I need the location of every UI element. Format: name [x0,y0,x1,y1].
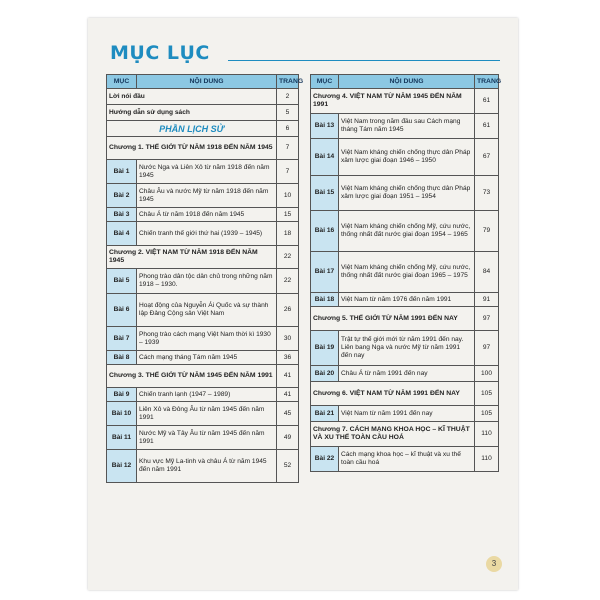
lesson-title: Cách mạng khoa học – kĩ thuật và xu thế toàn cầu hoá [339,447,475,472]
lesson-title: Việt Nam từ năm 1976 đến năm 1991 [339,293,475,307]
lesson-code: Bài 22 [311,447,339,472]
toc-row-lesson [107,327,299,351]
page-ref: 6 [277,121,299,137]
page-ref: 79 [475,211,499,252]
page-ref: 110 [475,447,499,472]
front-matter-title: Hướng dẫn sử dụng sách [107,105,277,121]
page-ref: 110 [475,422,499,447]
lesson-code: Bài 13 [311,114,339,139]
toc-row-front [107,105,299,121]
page-ref: 91 [475,293,499,307]
lesson-title: Châu Á từ năm 1918 đến năm 1945 [137,208,277,222]
toc-row-chapter [311,89,499,114]
lesson-title: Nước Mỹ và Tây Âu từ năm 1945 đến năm 1991 [137,426,277,450]
page-ref: 73 [475,176,499,211]
page-ref: 41 [277,388,299,402]
lesson-code: Bài 18 [311,293,339,307]
toc-row-lesson [311,252,499,293]
page-ref: 41 [277,365,299,388]
page-title: MỤC LỤC [110,42,210,64]
lesson-code: Bài 6 [107,294,137,327]
toc-row-lesson [107,269,299,294]
chapter-title: Chương 1. THẾ GIỚI TỪ NĂM 1918 ĐẾN NĂM 1945 [107,137,277,160]
lesson-code: Bài 16 [311,211,339,252]
col-header-muc: MỤC [311,75,339,89]
lesson-code: Bài 2 [107,184,137,208]
page-ref: 30 [277,327,299,351]
lesson-title: Việt Nam kháng chiến chống Mỹ, cứu nước, thống nhất đất nước giai đoạn 1965 – 1975 [339,252,475,293]
page-ref: 26 [277,294,299,327]
col-header-trang: TRANG [475,75,499,89]
toc-row-lesson [107,294,299,327]
lesson-title: Phong trào dân tộc dân chủ trong những năm 1918 – 1930. [137,269,277,294]
lesson-code: Bài 8 [107,351,137,365]
lesson-title: Chiến tranh lạnh (1947 – 1989) [137,388,277,402]
lesson-code: Bài 3 [107,208,137,222]
toc-row-chapter [311,382,499,406]
page-ref: 5 [277,105,299,121]
lesson-code: Bài 9 [107,388,137,402]
col-header-noi-dung: NỘI DUNG [137,75,277,89]
toc-row-chapter [107,365,299,388]
toc-row-lesson [311,447,499,472]
toc-row-lesson [311,211,499,252]
toc-row-lesson [107,160,299,184]
page-ref: 18 [277,222,299,246]
lesson-title: Châu Á từ năm 1991 đến nay [339,366,475,382]
lesson-title: Việt Nam kháng chiến chống thực dân Pháp xâm lược giai đoạn 1951 – 1954 [339,176,475,211]
toc-table-left [106,74,304,483]
page-ref: 10 [277,184,299,208]
toc-row-lesson [107,222,299,246]
page-ref: 67 [475,139,499,176]
lesson-title: Việt Nam từ năm 1991 đến nay [339,406,475,422]
toc-row-lesson [311,366,499,382]
col-header-muc: MỤC [107,75,137,89]
lesson-title: Chiến tranh thế giới thứ hai (1939 – 1945) [137,222,277,246]
lesson-code: Bài 1 [107,160,137,184]
page-ref: 7 [277,160,299,184]
page-ref: 97 [475,331,499,366]
lesson-code: Bài 11 [107,426,137,450]
lesson-code: Bài 17 [311,252,339,293]
lesson-title: Nước Nga và Liên Xô từ năm 1918 đến năm 1945 [137,160,277,184]
page-number-badge: 3 [486,556,502,572]
page-ref: 52 [277,450,299,483]
page-ref: 49 [277,426,299,450]
lesson-code: Bài 12 [107,450,137,483]
toc-row-lesson [107,351,299,365]
chapter-title: Chương 4. VIỆT NAM TỪ NĂM 1945 ĐẾN NĂM 1991 [311,89,475,114]
chapter-title: Chương 5. THẾ GIỚI TỪ NĂM 1991 ĐẾN NAY [311,307,475,331]
toc-row-lesson [311,331,499,366]
section-title: PHẦN LỊCH SỬ [107,121,277,137]
page-ref: 2 [277,89,299,105]
chapter-title: Chương 7. CÁCH MẠNG KHOA HỌC – KĨ THUẬT VÀ XU THẾ TOÀN CẦU HOÁ [311,422,475,447]
front-matter-title: Lời nói đầu [107,89,277,105]
page-ref: 22 [277,269,299,294]
toc-row-lesson [311,293,499,307]
toc-row-lesson [311,406,499,422]
header-row [107,75,299,89]
col-header-noi-dung: NỘI DUNG [339,75,475,89]
lesson-title: Phong trào cách mạng Việt Nam thời kì 1930 – 1939 [137,327,277,351]
page-ref: 100 [475,366,499,382]
page-ref: 84 [475,252,499,293]
title-row [110,42,500,66]
toc-row-front [107,89,299,105]
lesson-code: Bài 21 [311,406,339,422]
lesson-code: Bài 14 [311,139,339,176]
toc-row-lesson [107,388,299,402]
lesson-code: Bài 10 [107,402,137,426]
page-ref: 36 [277,351,299,365]
lesson-title: Cách mạng tháng Tám năm 1945 [137,351,277,365]
toc-row-section [107,121,299,137]
toc-row-lesson [311,114,499,139]
title-underline [228,60,500,61]
lesson-title: Hoạt động của Nguyễn Ái Quốc và sự thành lập Đảng Cộng sản Việt Nam [137,294,277,327]
page-ref: 22 [277,246,299,269]
page-ref: 45 [277,402,299,426]
lesson-code: Bài 20 [311,366,339,382]
lesson-title: Trật tự thế giới mới từ năm 1991 đến nay. Liên bang Nga và nước Mỹ từ năm 1991 đến nay [339,331,475,366]
lesson-code: Bài 5 [107,269,137,294]
toc-table-right [310,74,502,472]
toc-row-lesson [311,139,499,176]
chapter-title: Chương 6. VIỆT NAM TỪ NĂM 1991 ĐẾN NAY [311,382,475,406]
col-header-trang: TRANG [277,75,299,89]
chapter-title: Chương 2. VIỆT NAM TỪ NĂM 1918 ĐẾN NĂM 1945 [107,246,277,269]
lesson-title: Liên Xô và Đông Âu từ năm 1945 đến năm 1991 [137,402,277,426]
toc-row-chapter [107,137,299,160]
toc-row-chapter [311,422,499,447]
page-ref: 61 [475,114,499,139]
toc-row-lesson [107,208,299,222]
toc-row-lesson [107,450,299,483]
lesson-title: Khu vực Mỹ La-tinh và châu Á từ năm 1945 đến năm 1991 [137,450,277,483]
lesson-code: Bài 4 [107,222,137,246]
page-ref: 7 [277,137,299,160]
page-ref: 61 [475,89,499,114]
header-row [311,75,499,89]
lesson-code: Bài 7 [107,327,137,351]
page-ref: 97 [475,307,499,331]
lesson-title: Việt Nam trong năm đầu sau Cách mạng tháng Tám năm 1945 [339,114,475,139]
lesson-title: Việt Nam kháng chiến chống thực dân Pháp xâm lược giai đoạn 1946 – 1950 [339,139,475,176]
toc-row-lesson [311,176,499,211]
lesson-title: Châu Âu và nước Mỹ từ năm 1918 đến năm 1945 [137,184,277,208]
toc-row-chapter [311,307,499,331]
page-ref: 105 [475,382,499,406]
toc-row-chapter [107,246,299,269]
book-page [88,18,518,590]
page-ref: 105 [475,406,499,422]
toc-row-lesson [107,184,299,208]
toc-row-lesson [107,402,299,426]
toc-row-lesson [107,426,299,450]
lesson-code: Bài 15 [311,176,339,211]
chapter-title: Chương 3. THẾ GIỚI TỪ NĂM 1945 ĐẾN NĂM 1991 [107,365,277,388]
lesson-code: Bài 19 [311,331,339,366]
page-ref: 15 [277,208,299,222]
lesson-title: Việt Nam kháng chiến chống Mỹ, cứu nước, thống nhất đất nước giai đoạn 1954 – 1965 [339,211,475,252]
